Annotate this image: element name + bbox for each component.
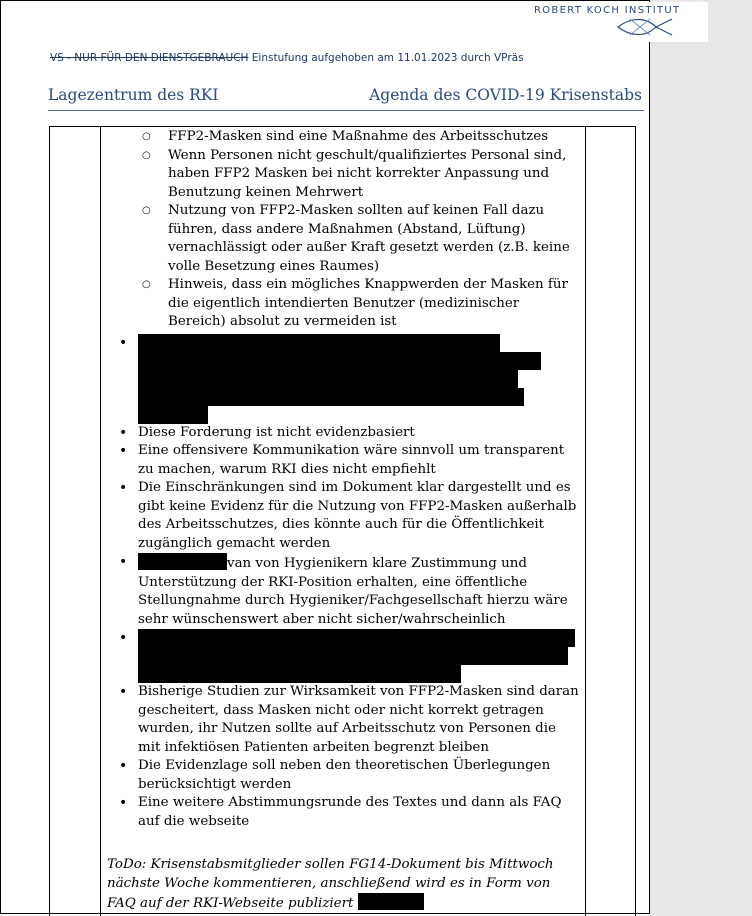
bullet-icon: • [119, 758, 128, 774]
table-column-line [585, 127, 586, 916]
bullet-icon: • [119, 795, 128, 811]
list-item [116, 553, 580, 629]
sub-item-text: Wenn Personen nicht geschult/qualifiziertes Personal sind, haben FFP2 Masken bei nicht korrekter Anpassung und Benutzung keinen Mehrwert [168, 147, 567, 200]
header-right-title: Agenda des COVID-19 Krisenstabs [369, 86, 642, 104]
bullet-icon: • [119, 480, 128, 496]
bullet-icon: • [119, 554, 128, 570]
list-item-text: van von Hygienikern klare Zustimmung und Unterstützung der RKI-Position erhalten, eine öffentliche Stellungnahme durch Hygieniker/Fachgesellschaft hierzu wäre sehr wünschenswert aber nicht sicher/wahrscheinlich [138, 556, 568, 627]
list-item-text: Eine weitere Abstimmungsrunde des Textes und dann als FAQ auf die webseite [138, 795, 562, 829]
list-item-redacted [116, 334, 580, 424]
redaction-bar [358, 893, 424, 910]
redaction-bar [138, 647, 568, 665]
header-left-title: Lagezentrum des RKI [48, 86, 219, 104]
list-item [116, 424, 580, 443]
list-item [116, 794, 580, 831]
list-item-text: Die Einschränkungen sind im Dokument klar dargestellt und es gibt keine Evidenz für die Nutzung von FFP2-Masken außerhalb des Arbeitsschutzes, dies könnte auch für die Öffentlichkeit zugänglich gemacht werden [138, 480, 577, 551]
bullet-icon: • [119, 424, 128, 441]
table-column-line [100, 127, 101, 916]
circle-bullet-icon: ○ [142, 279, 151, 290]
list-item [116, 479, 580, 553]
document-header [48, 86, 644, 111]
sub-list-item [116, 147, 580, 203]
rki-logo [520, 2, 708, 42]
redaction-bar [138, 370, 518, 388]
sub-list-item [116, 128, 580, 147]
classification-line [50, 52, 524, 64]
redaction-bar [138, 553, 227, 570]
list-item-redacted [116, 629, 580, 683]
rki-logo-mark-icon [616, 15, 678, 39]
list-item [116, 683, 580, 757]
classification-note: Einstufung aufgehoben am 11.01.2023 durch VPräs [248, 52, 524, 64]
circle-bullet-icon: ○ [142, 205, 151, 216]
sub-list-item [116, 202, 580, 276]
redaction-bar [138, 352, 541, 370]
viewer-gutter [650, 0, 752, 916]
redaction-bar [138, 388, 524, 406]
logo-text: ROBERT KOCH INSTITUT [534, 5, 681, 16]
bullet-icon: • [119, 334, 128, 351]
list-item [116, 442, 580, 479]
sub-item-text: FFP2-Masken sind eine Maßnahme des Arbeitsschutzes [168, 129, 549, 144]
bullet-icon: • [119, 443, 128, 459]
classification-struck: VS - NUR FÜR DEN DIENSTGEBRAUCH [50, 52, 249, 64]
redaction-bar [138, 665, 461, 683]
sub-item-text: Nutzung von FFP2-Masken sollten auf keinen Fall dazu führen, dass andere Maßnahmen (Abstand, Lüftung) vernachlässigt oder außer Kraft gesetzt werden (z.B. keine volle Besetzung eines Raumes) [168, 203, 570, 274]
redaction-bar [138, 406, 208, 424]
list-item-text: Eine offensivere Kommunikation wäre sinnvoll um transparent zu machen, warum RKI dies nicht empfiehlt [138, 443, 565, 477]
list-item-text: Die Evidenzlage soll neben den theoretischen Überlegungen berücksichtigt werden [138, 758, 551, 792]
todo-note [107, 856, 577, 914]
list-item-text: Bisherige Studien zur Wirksamkeit von FFP2-Masken sind daran gescheitert, dass Masken nicht oder nicht korrekt getragen wurden, ihr Nutzen sollte auf Arbeitsschutz von Personen die mit infektiösen Patienten arbeiten begrenzt bleiben [138, 684, 579, 755]
list-item [116, 757, 580, 794]
redaction-bar [138, 334, 500, 352]
agenda-content [116, 128, 580, 831]
list-item-text: Diese Forderung ist nicht evidenzbasiert [138, 424, 415, 440]
bullet-icon: • [119, 630, 128, 646]
sub-list-item [116, 276, 580, 332]
bullet-icon: • [119, 684, 128, 700]
circle-bullet-icon: ○ [142, 149, 151, 161]
sub-item-text: Hinweis, dass ein mögliches Knappwerden der Masken für die eigentlich intendierten Benutzer (medizinischer Bereich) absolut zu vermeiden ist [168, 277, 568, 329]
todo-text: ToDo: Krisenstabsmitglieder sollen FG14-Dokument bis Mittwoch nächste Woche kommentieren, anschließend wird es in Form von FAQ auf der RKI-Webseite publiziert [107, 857, 554, 911]
circle-bullet-icon: ○ [142, 131, 151, 142]
redaction-bar [138, 629, 575, 647]
